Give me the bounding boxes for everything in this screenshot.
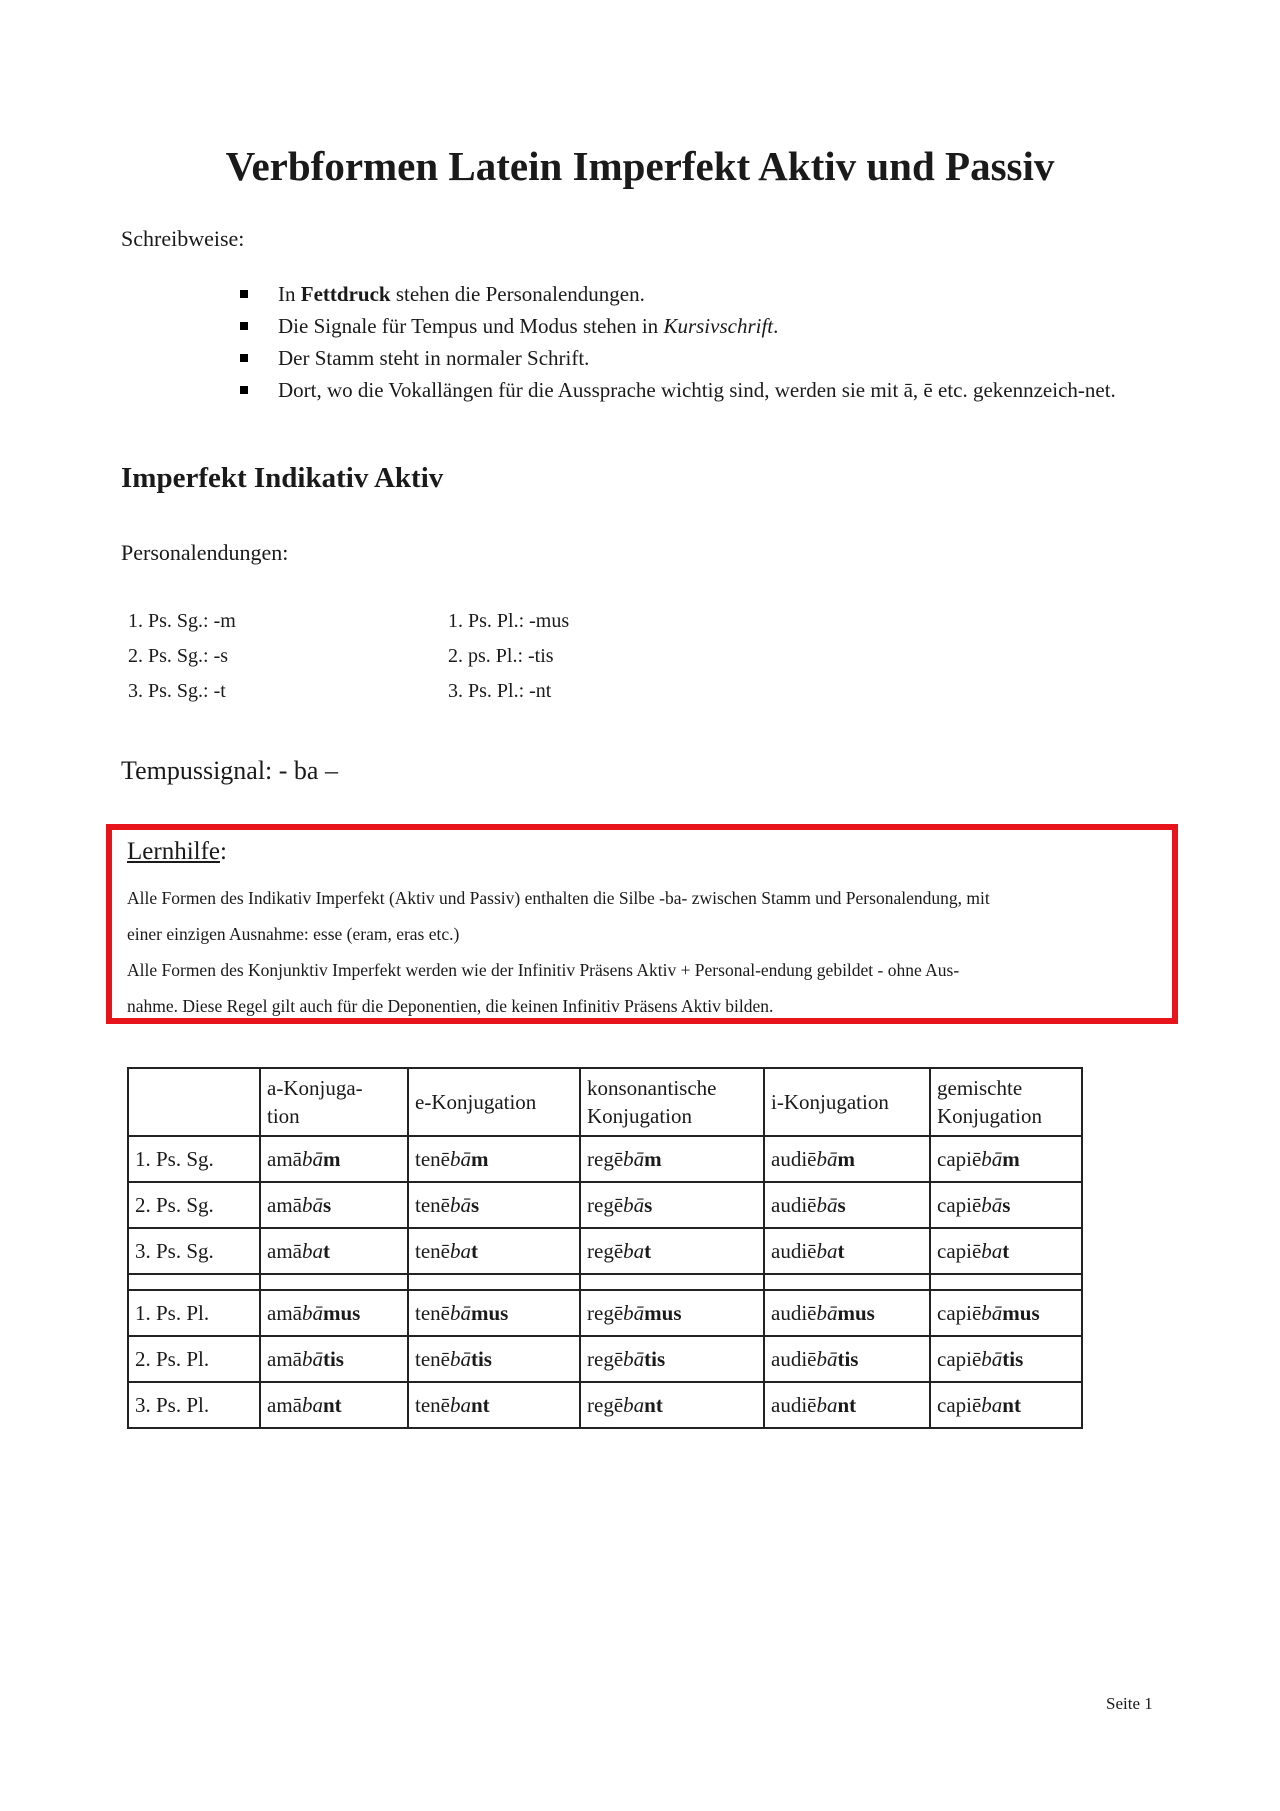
tempus-signal: ba (623, 1393, 645, 1417)
tempus-signal: bā (623, 1301, 645, 1325)
verb-stem: regē (587, 1239, 624, 1263)
verb-form-cell (580, 1182, 764, 1228)
tempus-signal: bā (981, 1147, 1003, 1171)
bullet-item: Der Stamm steht in normaler Schrift. (240, 342, 1170, 374)
verb-stem: tenē (415, 1301, 450, 1325)
verb-form-cell (408, 1336, 580, 1382)
lernhilfe-line: nahme. Diese Regel gilt auch für die Deponentien, die keinen Infinitiv Präsens Aktiv bilden. (127, 996, 774, 1016)
ending-item: 2. ps. Pl.: -tis (448, 645, 554, 667)
tempus-signal: bā (301, 1193, 323, 1217)
tempus-signal: bā (301, 1301, 323, 1325)
verb-stem: regē (587, 1301, 624, 1325)
lernhilfe-title: Lernhilfe: (127, 838, 227, 865)
verb-stem: audiē (771, 1193, 817, 1217)
personal-ending: t (322, 1239, 330, 1263)
verb-stem: capiē (937, 1193, 982, 1217)
verb-form-cell (260, 1228, 408, 1274)
personal-ending: t (470, 1239, 478, 1263)
personalendungen-label: Personalendungen: (121, 540, 289, 565)
personal-ending: t (644, 1239, 652, 1263)
bullet-item: In Fettdruck stehen die Personalendungen. (240, 278, 1170, 310)
personal-ending: s (644, 1193, 653, 1217)
verb-form-cell (764, 1290, 930, 1336)
personal-ending: s (837, 1193, 846, 1217)
ending-item: 3. Ps. Pl.: -nt (448, 680, 552, 702)
personal-ending: mus (1002, 1301, 1040, 1325)
verb-form-cell (580, 1382, 764, 1428)
verb-stem: capiē (937, 1147, 982, 1171)
verb-form-cell (930, 1182, 1082, 1228)
personal-ending: tis (837, 1347, 859, 1371)
personal-ending: t (1002, 1239, 1010, 1263)
verb-form-cell (580, 1228, 764, 1274)
verb-stem: capiē (937, 1301, 982, 1325)
verb-form-cell (408, 1182, 580, 1228)
tempus-signal: bā (623, 1147, 645, 1171)
verb-form-cell (930, 1336, 1082, 1382)
ending-item: 1. Ps. Pl.: -mus (448, 610, 570, 632)
tempus-signal: bā (623, 1193, 645, 1217)
verb-form-cell (764, 1336, 930, 1382)
conjugation-table (127, 1067, 1083, 1429)
personal-ending: m (1002, 1147, 1020, 1171)
page-title: Verbformen Latein Imperfekt Aktiv und Passiv (225, 143, 1055, 189)
tempus-signal: ba (301, 1239, 323, 1263)
personal-ending: m (644, 1147, 662, 1171)
verb-form-cell (408, 1136, 580, 1182)
tempus-signal: bā (623, 1347, 645, 1371)
lernhilfe-line: Alle Formen des Indikativ Imperfekt (Aktiv und Passiv) enthalten die Silbe -ba- zwischen Stamm und Personalendung, mit (127, 888, 990, 908)
table-spacer-row (128, 1274, 1082, 1290)
row-label: 2. Ps. Sg. (128, 1182, 260, 1228)
personal-ending: nt (470, 1393, 490, 1417)
verb-stem: tenē (415, 1147, 450, 1171)
tempus-signal: ba (981, 1393, 1003, 1417)
personal-ending: nt (644, 1393, 663, 1417)
verb-stem: capiē (937, 1393, 982, 1417)
verb-form-cell (408, 1382, 580, 1428)
verb-form-cell (930, 1382, 1082, 1428)
personal-ending: m (837, 1147, 855, 1171)
tempus-signal: bā (981, 1301, 1003, 1325)
square-bullet-icon (240, 290, 248, 298)
ending-item: 3. Ps. Sg.: -t (128, 680, 226, 702)
ending-item: 2. Ps. Sg.: -s (128, 645, 229, 667)
row-label: 1. Ps. Sg. (128, 1136, 260, 1182)
verb-stem: tenē (415, 1347, 450, 1371)
row-label: 2. Ps. Pl. (128, 1336, 260, 1382)
tempus-signal: bā (816, 1301, 838, 1325)
tempus-signal: bā (301, 1347, 323, 1371)
verb-stem: capiē (937, 1239, 982, 1263)
personal-ending: tis (470, 1347, 492, 1371)
lernhilfe-line: einer einzigen Ausnahme: esse (eram, eras etc.) (127, 924, 460, 944)
personal-ending: t (837, 1239, 845, 1263)
table-header-cell: e-Konjugation (408, 1068, 580, 1136)
personal-ending: s (1002, 1193, 1011, 1217)
verb-form-cell (764, 1136, 930, 1182)
personal-ending: mus (322, 1301, 361, 1325)
table-header-row (128, 1068, 1082, 1136)
verb-form-cell (408, 1290, 580, 1336)
square-bullet-icon (240, 386, 248, 394)
personal-ending: nt (837, 1393, 857, 1417)
lernhilfe-box (106, 824, 1178, 1024)
tempus-signal: bā (816, 1347, 838, 1371)
verb-stem: regē (587, 1147, 624, 1171)
verb-stem: audiē (771, 1347, 817, 1371)
notation-bullet-list (240, 278, 1170, 406)
verb-form-cell (408, 1228, 580, 1274)
verb-form-cell (764, 1228, 930, 1274)
table-row (128, 1228, 1082, 1274)
bold-term: Fettdruck (300, 282, 391, 306)
singular-endings (128, 604, 448, 709)
tempus-signal: ba (301, 1393, 323, 1417)
tempus-signal: ba (816, 1393, 838, 1417)
table-header-cell: gemischte Konjugation (930, 1068, 1082, 1136)
spacer-cell (930, 1274, 1082, 1290)
tempus-signal: ba (449, 1239, 471, 1263)
table-row (128, 1336, 1082, 1382)
tempus-signal: bā (449, 1347, 471, 1371)
row-label: 3. Ps. Pl. (128, 1382, 260, 1428)
schreibweise-label: Schreibweise: (121, 226, 245, 251)
verb-form-cell (930, 1290, 1082, 1336)
verb-form-cell (260, 1290, 408, 1336)
tempus-signal: bā (449, 1147, 471, 1171)
tempussignal: Tempussignal: - ba – (121, 756, 338, 785)
italic-term: Kursivschrift (663, 314, 774, 338)
lernhilfe-line: Alle Formen des Konjunktiv Imperfekt werden wie der Infinitiv Präsens Aktiv + Personal-endung gebildet - ohne Aus- (127, 960, 960, 980)
verb-stem: tenē (415, 1393, 450, 1417)
tempus-signal: bā (816, 1147, 838, 1171)
verb-stem: capiē (937, 1347, 982, 1371)
verb-stem: regē (587, 1347, 624, 1371)
spacer-cell (764, 1274, 930, 1290)
personal-ending: nt (1002, 1393, 1021, 1417)
tempus-signal: ba (816, 1239, 838, 1263)
verb-form-cell (260, 1336, 408, 1382)
table-row (128, 1382, 1082, 1428)
verb-form-cell (260, 1382, 408, 1428)
bullet-item: Die Signale für Tempus und Modus stehen in Kursivschrift. (240, 310, 1170, 342)
verb-stem: amā (267, 1239, 302, 1263)
table-header-cell (128, 1068, 260, 1136)
verb-stem: tenē (415, 1239, 450, 1263)
spacer-cell (580, 1274, 764, 1290)
bullet-item: Dort, wo die Vokallängen für die Aussprache wichtig sind, werden sie mit ā, ē etc. gekennzeich-net. (240, 374, 1170, 406)
personal-ending: mus (837, 1301, 875, 1325)
verb-stem: amā (267, 1301, 302, 1325)
lernhilfe-text (127, 880, 1167, 1024)
verb-stem: regē (587, 1393, 624, 1417)
verb-form-cell (580, 1336, 764, 1382)
personal-ending: tis (1002, 1347, 1024, 1371)
tempus-signal: bā (981, 1193, 1003, 1217)
table-header-cell: a-Konjuga- tion (260, 1068, 408, 1136)
page-number: Seite 1 (1106, 1694, 1153, 1713)
verb-stem: audiē (771, 1393, 817, 1417)
verb-stem: audiē (771, 1239, 817, 1263)
verb-form-cell (764, 1382, 930, 1428)
section-heading: Imperfekt Indikativ Aktiv (121, 462, 444, 494)
table-header-cell: konsonantische Konjugation (580, 1068, 764, 1136)
tempus-signal: bā (301, 1147, 323, 1171)
personal-ending: m (470, 1147, 489, 1171)
tempus-signal: ba (623, 1239, 645, 1263)
plural-endings (448, 604, 768, 709)
spacer-cell (408, 1274, 580, 1290)
personal-ending: tis (644, 1347, 666, 1371)
personal-ending: m (322, 1147, 341, 1171)
verb-stem: amā (267, 1393, 302, 1417)
table-header-cell: i-Konjugation (764, 1068, 930, 1136)
table-row (128, 1290, 1082, 1336)
verb-stem: regē (587, 1193, 624, 1217)
verb-stem: audiē (771, 1147, 817, 1171)
tempus-signal: bā (449, 1301, 471, 1325)
row-label: 1. Ps. Pl. (128, 1290, 260, 1336)
personal-ending: s (470, 1193, 480, 1217)
tempus-signal: bā (981, 1347, 1003, 1371)
personal-ending: tis (322, 1347, 344, 1371)
verb-form-cell (764, 1182, 930, 1228)
tempus-signal: ba (449, 1393, 471, 1417)
ending-item: 1. Ps. Sg.: -m (128, 610, 236, 632)
table-row (128, 1182, 1082, 1228)
verb-form-cell (260, 1182, 408, 1228)
square-bullet-icon (240, 322, 248, 330)
tempus-signal: bā (449, 1193, 471, 1217)
square-bullet-icon (240, 354, 248, 362)
verb-form-cell (580, 1136, 764, 1182)
tempus-signal: ba (981, 1239, 1003, 1263)
verb-form-cell (930, 1228, 1082, 1274)
personal-ending: nt (322, 1393, 342, 1417)
verb-stem: tenē (415, 1193, 450, 1217)
verb-form-cell (930, 1136, 1082, 1182)
verb-stem: amā (267, 1147, 302, 1171)
row-label: 3. Ps. Sg. (128, 1228, 260, 1274)
spacer-cell (260, 1274, 408, 1290)
verb-stem: amā (267, 1193, 302, 1217)
personal-ending: s (322, 1193, 332, 1217)
personal-ending: mus (470, 1301, 509, 1325)
table-row (128, 1136, 1082, 1182)
verb-stem: amā (267, 1347, 302, 1371)
verb-form-cell (580, 1290, 764, 1336)
tempus-signal: bā (816, 1193, 838, 1217)
personal-ending: mus (644, 1301, 682, 1325)
verb-form-cell (260, 1136, 408, 1182)
verb-stem: audiē (771, 1301, 817, 1325)
spacer-cell (128, 1274, 260, 1290)
